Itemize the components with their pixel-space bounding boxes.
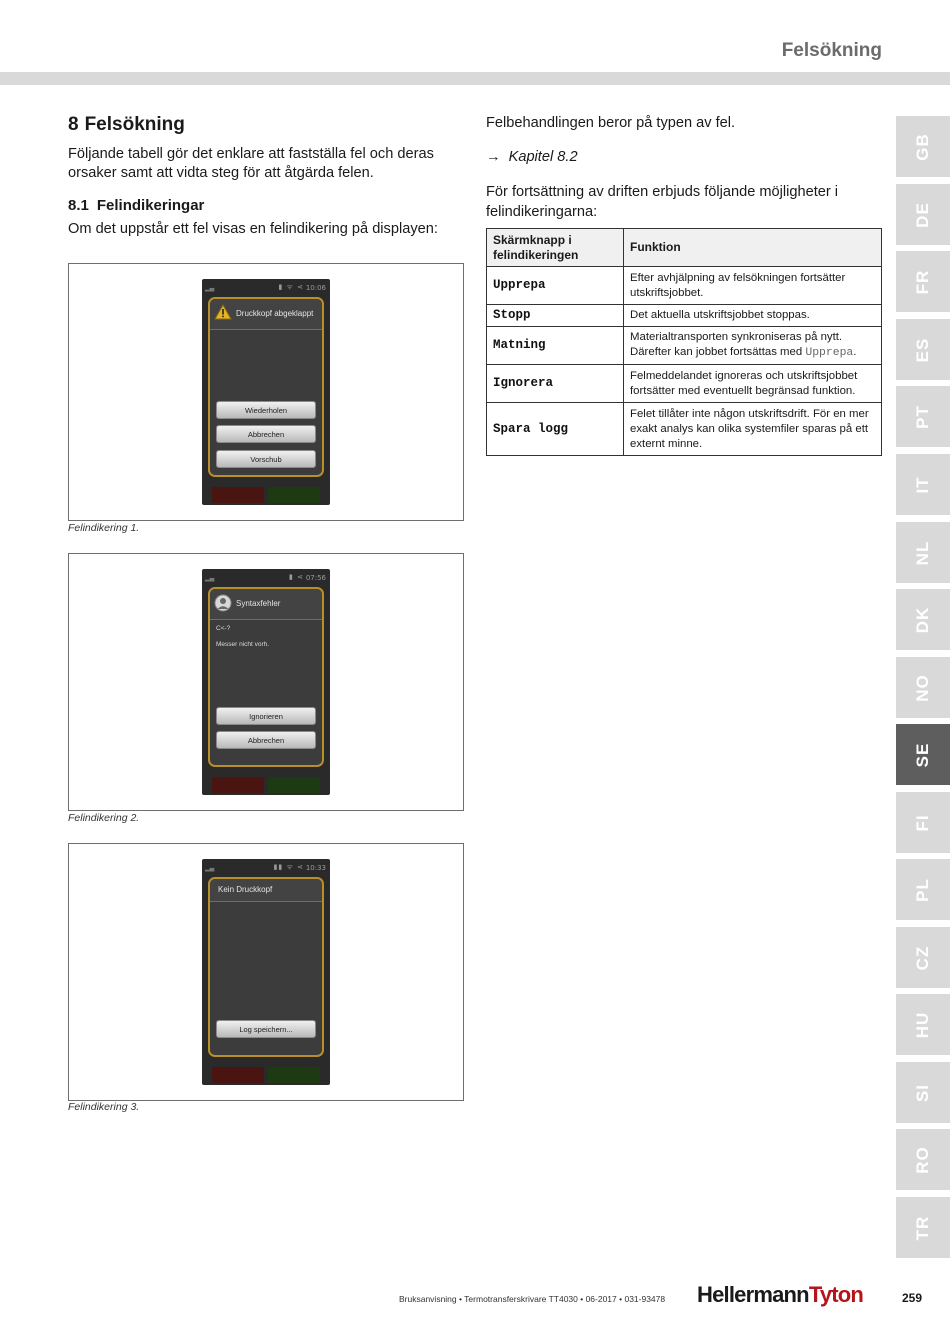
lang-tab-tr[interactable]: TR [896,1197,950,1258]
ignore-button[interactable]: Ignorieren [216,707,316,725]
signal-icon: ▂▄ [205,575,215,582]
table-cell-suffix: . [853,346,857,358]
table-header-row [487,229,882,267]
feed-button[interactable]: Vorschub [216,450,316,468]
user-icon [214,594,232,612]
lang-tab-gb[interactable]: GB [896,116,950,177]
section-number: 8.1 [68,197,89,214]
lang-tab-se[interactable]: SE [896,724,950,785]
device-screen-3 [202,859,330,1085]
error-handling-intro: Felbehandlingen beror på typen av fel. [486,115,736,131]
device-screen-1 [202,279,330,505]
status-time: 10:33 [305,864,326,872]
dialog-line-1: C<-? [216,625,231,632]
lang-tab-de[interactable]: DE [896,184,950,245]
bottom-feed-area [268,487,320,503]
lang-tab-si[interactable]: SI [896,1062,950,1123]
table-row [487,327,882,365]
chapter-title [68,114,185,136]
signal-icon: ▂▄ [205,865,215,872]
table-row [487,305,882,327]
lang-tab-nl[interactable]: NL [896,522,950,583]
table-cell-function: Det aktuella utskriftsjobbet stoppas. [624,305,882,327]
table-cell-key: Ignorera [487,365,624,403]
table-cell-key: Matning [487,327,624,365]
warning-icon [214,304,232,320]
section-title-text: Felindikeringar [96,197,205,214]
dialog-header [210,879,322,902]
lang-tab-dk[interactable]: DK [896,589,950,650]
chapter-number: 8 [68,114,79,135]
lang-tab-fi[interactable]: FI [896,792,950,853]
header-bar [0,72,950,85]
lang-tab-es[interactable]: ES [896,319,950,380]
dialog-header [210,299,322,330]
table-header-function: Funktion [624,229,882,267]
figure-2 [68,553,464,811]
page-number: 259 [902,1291,923,1305]
chapter-crossref[interactable] [486,149,578,165]
save-log-button[interactable]: Log speichern... [216,1020,316,1038]
status-time: 07:56 [305,574,326,582]
table-cell-key: Stopp [487,305,624,327]
lang-tab-cz[interactable]: CZ [896,927,950,988]
section-title [68,197,204,214]
section-text: Om det uppstår ett fel visas en felindikering på displayen: [68,221,438,237]
repeat-button[interactable]: Wiederholen [216,401,316,419]
status-time: 10:06 [305,284,326,292]
function-table [486,228,882,456]
table-cell-function: Felet tillåter inte någon utskriftsdrift. För en mer exakt analys kan olika systemfiler sparas på ett externt minne. [624,403,882,456]
footer-text: Bruksanvisning • Termotransferskrivare TT4030 • 06-2017 • 031-93478 [399,1294,666,1304]
dialog-title: Kein Druckkopf [218,885,273,894]
bottom-feed-area [268,777,320,793]
status-icons: ▮ ⋖ [289,573,304,581]
lang-tab-it[interactable]: IT [896,454,950,515]
table-row [487,267,882,305]
running-header: Felsökning [781,40,882,61]
arrow-right-icon: → [486,149,501,165]
status-bar [202,279,330,297]
table-row [487,403,882,456]
device-screen-2 [202,569,330,795]
dialog-line-2: Messer nicht vorh. [216,641,270,648]
bottom-pause-area [212,487,264,503]
signal-icon: ▂▄ [205,285,215,292]
table-cell-function: Felmeddelandet ignoreras och utskriftsjobbet fortsätter med eventuellt begränsad funktion. [624,365,882,403]
figure-caption-2: Felindikering 2. [68,812,140,824]
status-icons: ▮ ᯤ ⋖ [278,283,304,291]
dialog-title: Syntaxfehler [236,599,281,608]
options-text: För fortsättning av driften erbjuds följande möjligheter i felindikeringarna: [486,184,839,220]
brand-part-1: Hellermann [697,1282,809,1307]
status-icons: ▮▮ ᯤ ⋖ [273,863,304,871]
table-cell-function: Efter avhjälpning av felsökningen fortsätter utskriftsjobbet. [624,267,882,305]
figure-caption-3: Felindikering 3. [68,1101,140,1113]
bottom-pause-area [212,1067,264,1083]
table-cell-key: Upprepa [487,267,624,305]
table-cell-text: Materialtransporten synkroniseras på nytt. Därefter kan jobbet fortsättas med [630,331,843,358]
crossref-text: Kapitel 8.2 [508,149,578,165]
figure-caption-1: Felindikering 1. [68,522,140,534]
brand-logo [697,1282,863,1308]
error-dialog [208,297,324,477]
figure-1 [68,263,464,521]
table-header-key: Skärmknapp i felindikeringen [487,229,624,267]
dialog-title: Druckkopf abgeklappt [236,309,314,318]
table-row [487,365,882,403]
status-bar [202,569,330,587]
lang-tab-pt[interactable]: PT [896,386,950,447]
table-cell-function [624,327,882,365]
bottom-pause-area [212,777,264,793]
lang-tab-hu[interactable]: HU [896,994,950,1055]
lang-tab-ro[interactable]: RO [896,1129,950,1190]
brand-part-2: Tyton [808,1282,864,1307]
lang-tab-no[interactable]: NO [896,657,950,718]
chapter-title-text: Felsökning [84,114,185,135]
error-dialog [208,877,324,1057]
error-dialog [208,587,324,767]
lang-tab-fr[interactable]: FR [896,251,950,312]
dialog-header [210,589,322,620]
status-bar [202,859,330,877]
table-cell-code: Upprepa [805,347,854,359]
figure-3 [68,843,464,1101]
chapter-intro: Följande tabell gör det enklare att fastställa fel och deras orsaker samt att vidta steg för att åtgärda felen. [68,146,434,181]
table-cell-key: Spara logg [487,403,624,456]
lang-tab-pl[interactable]: PL [896,859,950,920]
bottom-feed-area [268,1067,320,1083]
cancel-button[interactable]: Abbrechen [216,425,316,443]
cancel-button[interactable]: Abbrechen [216,731,316,749]
